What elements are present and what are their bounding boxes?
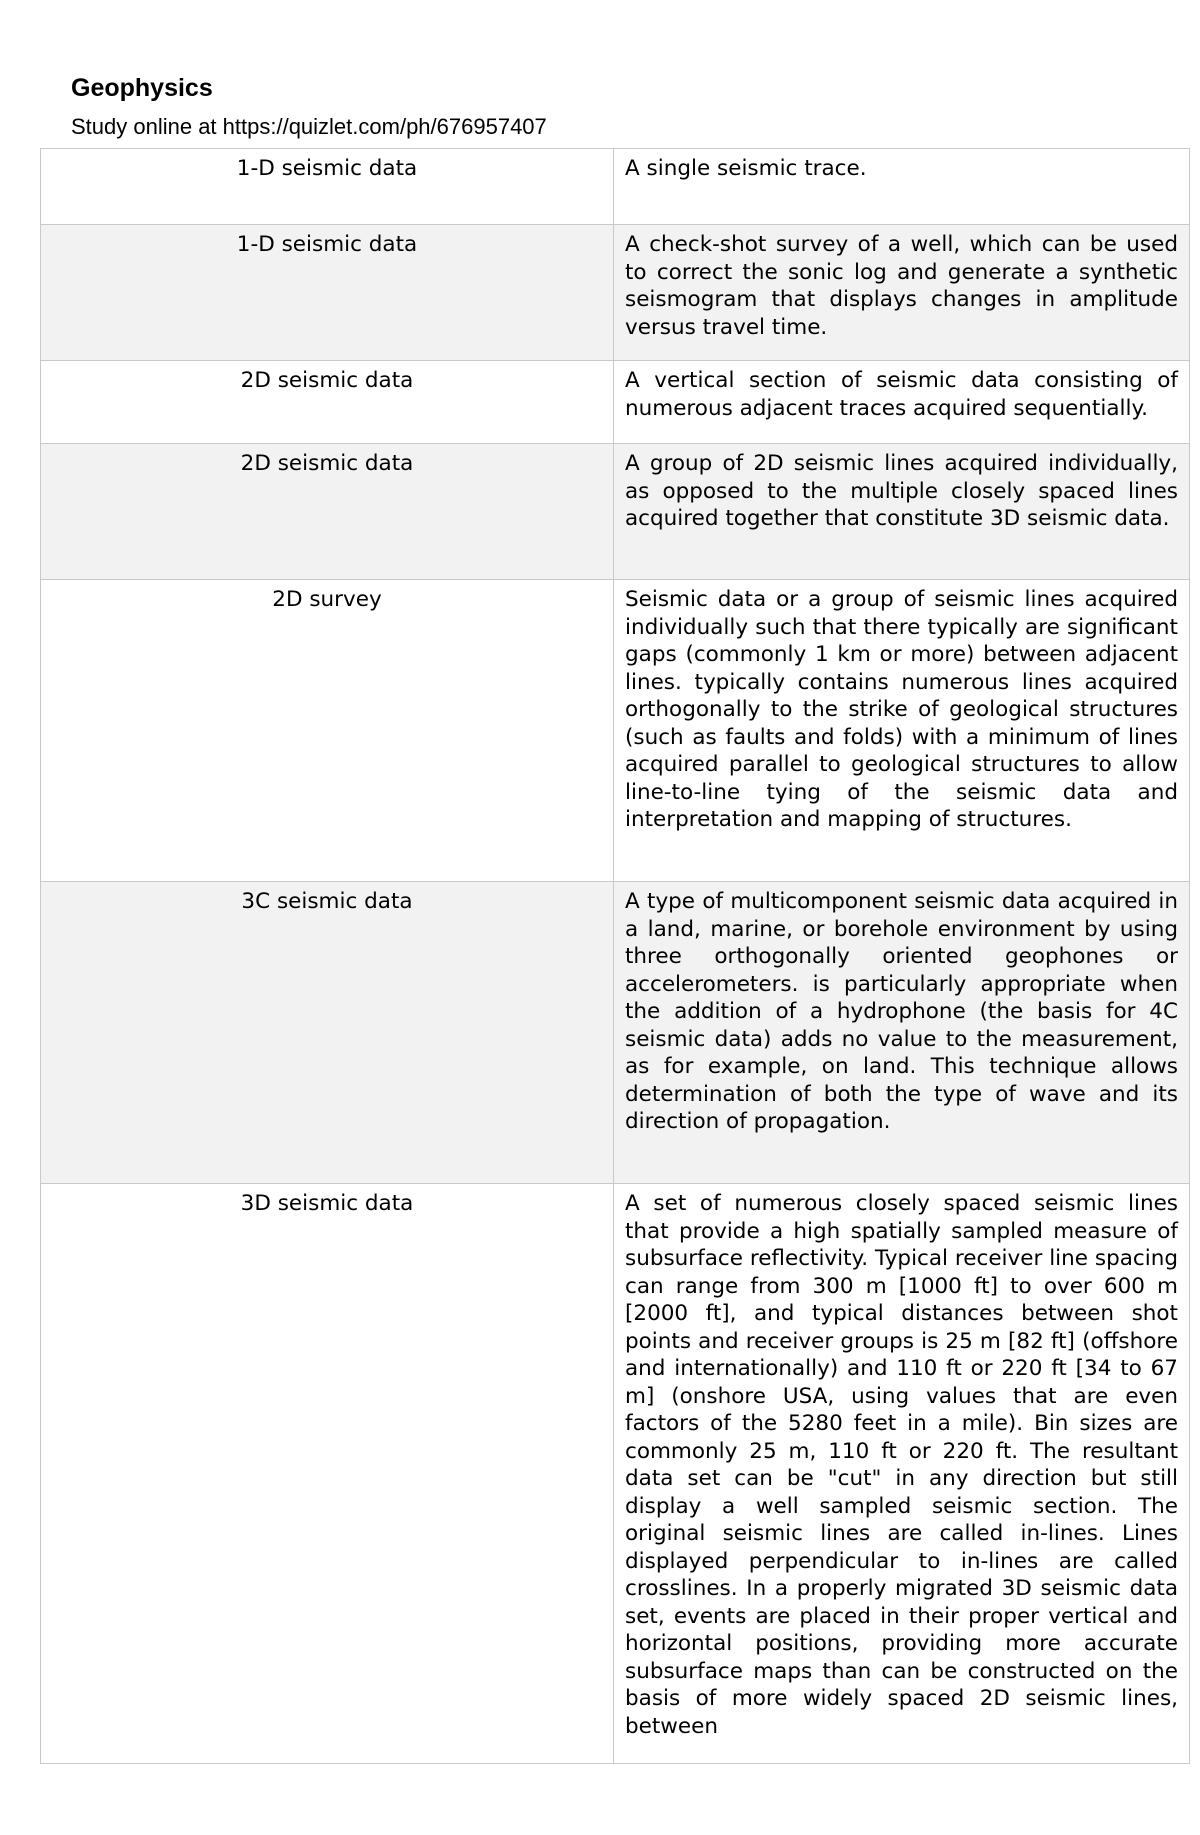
document-title: Geophysics: [71, 74, 213, 102]
card-definition: A group of 2D seismic lines acquired individually, as opposed to the multiple closely spaced lines acquired together that constitute 3D seismic data.: [614, 444, 1190, 580]
card-row: [41, 1184, 1190, 1764]
card-row: [41, 444, 1190, 580]
card-definition: A check-shot survey of a well, which can be used to correct the sonic log and generate a synthetic seismogram that displays changes in amplitude versus travel time.: [614, 225, 1190, 361]
card-definition: A vertical section of seismic data consisting of numerous adjacent traces acquired sequentially.: [614, 361, 1190, 444]
flashcard-table: [40, 148, 1190, 1764]
card-definition: A set of numerous closely spaced seismic lines that provide a high spatially sampled measure of subsurface reflectivity. Typical receiver line spacing can range from 300 m [1000 ft] to over 600 m [2000 ft], and typical distances between shot points and receiver groups is 25 m [82 ft] (offshore and internationally) and 110 ft or 220 ft [34 to 67 m] (onshore USA, using values that are even factors of the 5280 feet in a mile). Bin sizes are commonly 25 m, 110 ft or 220 ft. The resultant data set can be "cut" in any direction but still display a well sampled seismic section. The original seismic lines are called in-lines. Lines displayed perpendicular to in-lines are called crosslines. In a properly migrated 3D seismic data set, events are placed in their proper vertical and horizontal positions, providing more accurate subsurface maps than can be constructed on the basis of more widely spaced 2D seismic lines, between: [614, 1184, 1190, 1764]
card-term: 2D survey: [41, 580, 614, 882]
study-online-link-text: Study online at https://quizlet.com/ph/676957407: [71, 114, 547, 139]
card-term: 2D seismic data: [41, 361, 614, 444]
card-row: [41, 149, 1190, 225]
card-term: 1-D seismic data: [41, 225, 614, 361]
card-term: 1-D seismic data: [41, 149, 614, 225]
card-row: [41, 882, 1190, 1184]
card-row: [41, 225, 1190, 361]
card-row: [41, 361, 1190, 444]
card-definition: A type of multicomponent seismic data acquired in a land, marine, or borehole environment by using three orthogonally oriented geophones or accelerometers. is particularly appropriate when the addition of a hydrophone (the basis for 4C seismic data) adds no value to the measurement, as for example, on land. This technique allows determination of both the type of wave and its direction of propagation.: [614, 882, 1190, 1184]
card-term: 2D seismic data: [41, 444, 614, 580]
card-term: 3C seismic data: [41, 882, 614, 1184]
card-term: 3D seismic data: [41, 1184, 614, 1764]
card-definition: A single seismic trace.: [614, 149, 1190, 225]
card-row: [41, 580, 1190, 882]
document-header: [71, 72, 547, 142]
card-definition: Seismic data or a group of seismic lines acquired individually such that there typically are significant gaps (commonly 1 km or more) between adjacent lines. typically contains numerous lines acquired orthogonally to the strike of geological structures (such as faults and folds) with a minimum of lines acquired parallel to geological structures to allow line-to-line tying of the seismic data and interpretation and mapping of structures.: [614, 580, 1190, 882]
